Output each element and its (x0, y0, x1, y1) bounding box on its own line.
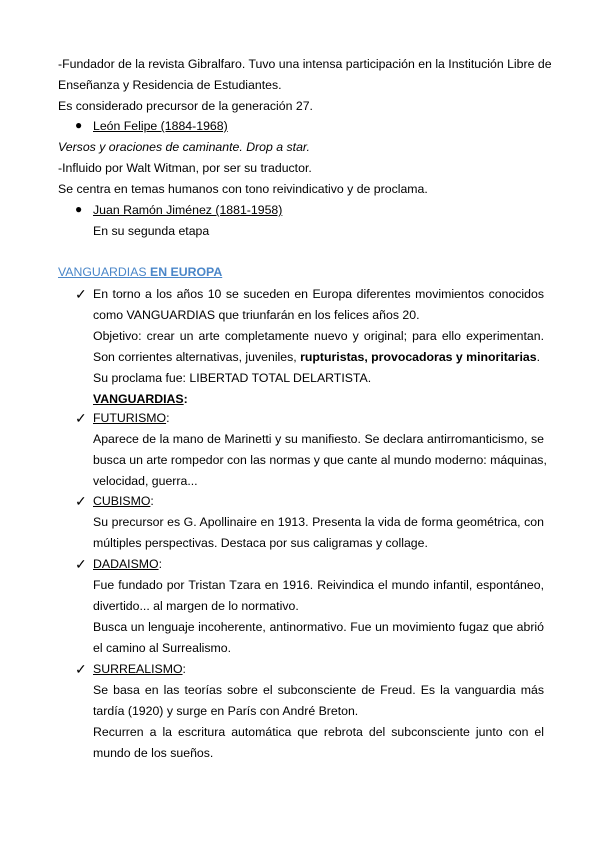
text-line: Fue fundado por Tristan Tzara en 1916. Reivindica el mundo infantil, espontáneo, (93, 578, 544, 592)
section-title (58, 262, 544, 283)
text-line: como VANGUARDIAS que triunfarán en los felices años 20. (93, 308, 420, 322)
movement-surrealismo (93, 659, 544, 764)
bullet-icon: ● (75, 202, 83, 216)
text-line: mundo de los sueños. (93, 746, 214, 760)
intro-paragraph (58, 54, 552, 117)
text-line: Busca un lenguaje incoherente, antinormativo. Fue un movimiento fugaz que abrió (93, 620, 544, 634)
vanguards-heading: VANGUARDIAS (93, 392, 184, 406)
leon-influence: -Influido por Walt Witman, por ser su traductor. (58, 161, 312, 175)
movement-dadaismo (93, 554, 544, 659)
text-line: el camino al Surrealismo. (93, 641, 232, 655)
colon: : (158, 557, 163, 571)
colon: : (150, 494, 154, 508)
intro-line: Enseñanza y Residencia de Estudiantes. (58, 78, 282, 92)
bullet-icon: ● (75, 118, 83, 132)
text-line: Recurren a la escritura automática que rebrota del subconsciente junto con el (93, 725, 544, 739)
text-line: Su precursor es G. Apollinaire en 1913. Presenta la vida de forma geométrica, con (93, 515, 544, 529)
colon: : (166, 411, 170, 425)
text-segment: Son corrientes alternativas, juveniles, (93, 350, 301, 364)
movement-name: CUBISMO (93, 494, 151, 508)
author-leon (93, 116, 544, 137)
movement-name: SURREALISMO (93, 662, 183, 676)
leon-details (58, 137, 544, 200)
section-title-part1[interactable]: VANGUARDIAS (58, 265, 151, 279)
check-icon: ✓ (75, 661, 87, 677)
section-title-part2[interactable]: EN EUROPA (150, 265, 223, 279)
text-segment-bold: rupturistas, provocadoras y minoritarias (300, 350, 537, 364)
text-segment: . (536, 350, 540, 364)
leon-works: Versos y oraciones de caminante. Drop a star. (58, 140, 310, 154)
colon: : (182, 662, 186, 676)
text-line: En torno a los años 10 se suceden en Europa diferentes movimientos conocidos (93, 287, 544, 301)
movement-name: FUTURISMO (93, 411, 167, 425)
movement-cubismo (93, 491, 544, 554)
check-icon: ✓ (75, 556, 87, 572)
text-line: Se basa en las teorías sobre el subconsciente de Freud. Es la vanguardia más (93, 683, 544, 697)
movement-futurismo (93, 408, 547, 492)
intro-line: -Fundador de la revista Gibralfaro. Tuvo una intensa participación en la Institución Libre de (58, 57, 552, 71)
vanguard-intro (93, 284, 544, 410)
text-line: velocidad, guerra... (93, 474, 198, 488)
check-icon: ✓ (75, 410, 87, 426)
vanguards-heading-colon: : (183, 392, 188, 406)
check-icon: ✓ (75, 493, 87, 509)
text-line: tardía (1920) y surge en París con André Breton. (93, 704, 359, 718)
juan-note: En su segunda etapa (93, 224, 210, 238)
author-name: León Felipe (1884-1968) (93, 119, 228, 133)
movement-name: DADAISMO (93, 557, 159, 571)
text-line: busca un arte rompedor con las normas y que cante al mundo moderno: máquinas, (93, 453, 547, 467)
intro-line: Es considerado precursor de la generación 27. (58, 99, 313, 113)
text-line: Aparece de la mano de Marinetti y su manifiesto. Se declara antirromanticismo, se (93, 432, 544, 446)
author-name: Juan Ramón Jiménez (1881-1958) (93, 203, 283, 217)
author-juan (93, 200, 544, 242)
text-line: Su proclama fue: LIBERTAD TOTAL DELARTISTA. (93, 371, 372, 385)
text-line: Objetivo: crear un arte completamente nuevo y original; para ello experimentan. (93, 329, 544, 343)
text-line: divertido... al margen de lo normativo. (93, 599, 299, 613)
leon-themes: Se centra en temas humanos con tono reivindicativo y de proclama. (58, 182, 428, 196)
text-line: múltiples perspectivas. Destaca por sus caligramas y collage. (93, 536, 428, 550)
check-icon: ✓ (75, 286, 87, 302)
